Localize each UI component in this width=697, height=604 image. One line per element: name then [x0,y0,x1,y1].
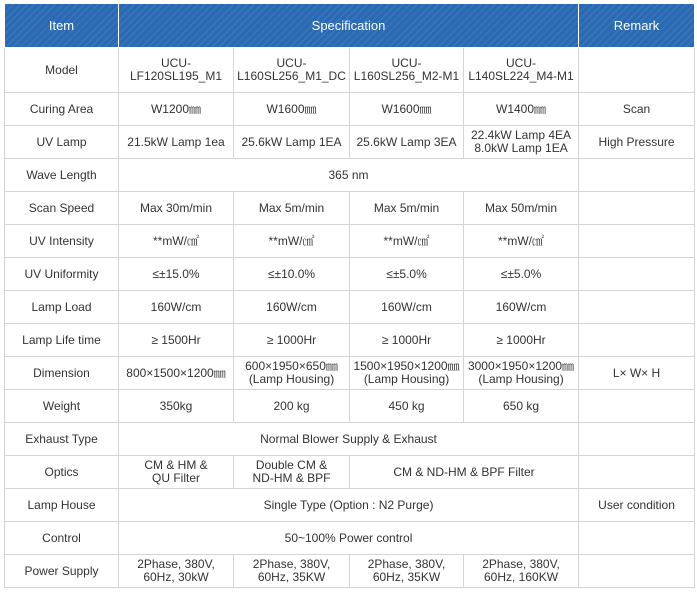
remark-cell: Scan [579,93,695,126]
row-label: Lamp Life time [5,324,119,357]
cell-line: 800×1500×1200㎜ [126,365,226,380]
spec-cell [350,258,464,291]
spec-cell [119,192,234,225]
spec-cell [350,390,464,423]
table-row [5,357,695,390]
spec-cell [119,456,234,489]
cell-line: 60Hz, 35KW [257,570,326,584]
cell-line: 2Phase, 380V, [252,557,331,571]
table-row [5,225,695,258]
spec-cell [119,126,234,159]
table-row [5,48,695,93]
spec-cell [350,357,464,390]
cell-line: 160W/cm [381,299,432,314]
cell-line: (Lamp Housing) [248,372,335,386]
cell-line: ≤±10.0% [267,266,316,281]
spec-cell [464,93,579,126]
cell-line: CM & HM & [144,458,208,472]
header-row [5,4,695,48]
spec-merged-cell [350,456,579,489]
spec-cell [234,390,350,423]
cell-line: 25.6kW Lamp 3EA [356,134,457,149]
remark-cell [579,48,695,93]
spec-cell [464,357,579,390]
spec-cell [234,456,350,489]
remark-cell: User condition [579,489,695,522]
remark-cell: High Pressure [579,126,695,159]
spec-table [4,3,695,588]
spec-cell [119,48,234,93]
cell-line: (Lamp Housing) [363,372,450,386]
cell-line: Single Type (Option : N2 Purge) [263,497,434,512]
remark-cell [579,159,695,192]
cell-line: 50~100% Power control [284,530,413,545]
cell-line: L160SL256_M1_DC [237,69,346,83]
spec-merged-cell [119,423,579,456]
cell-line: W1200㎜ [150,101,202,116]
spec-cell [119,291,234,324]
spec-cell [234,324,350,357]
cell-line: L140SL224_M4-M1 [468,69,574,83]
cell-line: 160W/cm [266,299,317,314]
remark-cell [579,291,695,324]
spec-cell [119,258,234,291]
cell-line: ≥ 1000Hr [496,332,546,347]
cell-line: UCU- [506,56,537,70]
spec-cell [350,555,464,588]
cell-line: **mW/㎠ [383,233,430,248]
cell-line: Max 5m/min [258,200,325,215]
table-row [5,291,695,324]
cell-line: UCU- [391,56,422,70]
spec-cell [234,291,350,324]
row-label: Lamp House [5,489,119,522]
cell-line: 450 kg [388,398,425,413]
table-row [5,93,695,126]
table-row [5,159,695,192]
table-row [5,456,695,489]
cell-line: Double CM & [255,458,328,472]
table-row [5,324,695,357]
spec-cell [234,357,350,390]
cell-line: W1400㎜ [496,101,547,116]
spec-cell [119,357,234,390]
cell-line: W1600㎜ [266,101,317,116]
table-row [5,126,695,159]
row-label: Weight [5,390,119,423]
cell-line: 25.6kW Lamp 1EA [241,134,342,149]
cell-line: CM & ND-HM & BPF Filter [393,464,535,479]
row-label: Power Supply [5,555,119,588]
remark-cell [579,258,695,291]
table-row [5,555,695,588]
cell-line: 1500×1950×1200㎜ [353,359,460,373]
table-row [5,489,695,522]
cell-line: 2Phase, 380V, [482,557,560,571]
spec-cell [234,258,350,291]
cell-line: 2Phase, 380V, [137,557,215,571]
spec-cell [234,93,350,126]
spec-cell [119,390,234,423]
cell-line: Max 50m/min [485,200,558,215]
cell-line: ≤±15.0% [152,266,200,281]
cell-line: 3000×1950×1200㎜ [467,359,575,373]
cell-line: ≥ 1000Hr [381,332,432,347]
row-label: Curing Area [5,93,119,126]
remark-cell [579,555,695,588]
cell-line: 21.5kW Lamp 1ea [127,134,225,149]
spec-cell [119,93,234,126]
remark-cell [579,522,695,555]
spec-cell [464,48,579,93]
spec-cell [350,126,464,159]
cell-line: 22.4kW Lamp 4EA [470,128,572,142]
table-row [5,258,695,291]
table-row [5,390,695,423]
cell-line: Normal Blower Supply & Exhaust [260,431,437,446]
spec-cell [119,225,234,258]
spec-cell [350,192,464,225]
spec-cell [464,291,579,324]
row-label: UV Lamp [5,126,119,159]
row-label: UV Uniformity [5,258,119,291]
spec-cell [464,192,579,225]
spec-cell [350,324,464,357]
table-row [5,423,695,456]
spec-cell [234,555,350,588]
row-label: Optics [5,456,119,489]
remark-cell: L× W× H [579,357,695,390]
spec-cell [464,324,579,357]
cell-line: 365 nm [328,167,369,182]
remark-cell [579,225,695,258]
cell-line: ND-HM & BPF [252,471,331,485]
spec-cell [464,126,579,159]
table-row [5,522,695,555]
spec-cell [350,93,464,126]
row-label: Lamp Load [5,291,119,324]
cell-line: **mW/㎠ [153,233,199,248]
remark-cell [579,192,695,225]
cell-line: ≤±5.0% [386,266,427,281]
remark-cell [579,423,695,456]
spec-cell [464,225,579,258]
cell-line: 60Hz, 160KW [483,570,559,584]
cell-line: 60Hz, 30kW [143,570,209,584]
cell-line: QU Filter [152,471,200,485]
spec-cell [350,291,464,324]
row-label: Model [5,48,119,93]
spec-merged-cell [119,522,579,555]
cell-line: ≥ 1000Hr [266,332,317,347]
cell-line: 160W/cm [150,299,202,314]
spec-cell [234,48,350,93]
row-label: UV Intensity [5,225,119,258]
header-remark: Remark [579,4,695,48]
spec-cell [234,192,350,225]
remark-cell [579,390,695,423]
cell-line: (Lamp Housing) [478,372,564,386]
cell-line: 2Phase, 380V, [367,557,446,571]
cell-line: **mW/㎠ [498,233,545,248]
cell-line: Max 30m/min [139,200,213,215]
spec-cell [119,555,234,588]
cell-line: UCU- [276,56,307,70]
remark-cell [579,456,695,489]
spec-cell [234,126,350,159]
row-label: Exhaust Type [5,423,119,456]
spec-cell [350,48,464,93]
spec-cell [350,225,464,258]
header-item: Item [5,4,119,48]
spec-merged-cell [119,489,579,522]
spec-cell [119,324,234,357]
cell-line: 60Hz, 35KW [372,570,441,584]
spec-cell [464,555,579,588]
cell-line: 160W/cm [495,299,547,314]
cell-line: 600×1950×650㎜ [245,359,338,373]
cell-line: 650 kg [503,398,540,413]
cell-line: L160SL256_M2-M1 [353,69,460,83]
cell-line: ≤±5.0% [500,266,542,281]
spec-merged-cell [119,159,579,192]
row-label: Dimension [5,357,119,390]
row-label: Control [5,522,119,555]
remark-cell [579,324,695,357]
row-label: Wave Length [5,159,119,192]
cell-line: UCU- [161,56,191,70]
cell-line: 350kg [159,398,193,413]
cell-line: W1600㎜ [381,101,432,116]
cell-line: ≥ 1500Hr [151,332,201,347]
cell-line: **mW/㎠ [268,233,315,248]
spec-cell [234,225,350,258]
table-row [5,192,695,225]
cell-line: Max 5m/min [373,200,440,215]
row-label: Scan Speed [5,192,119,225]
cell-line: 8.0kW Lamp 1EA [474,141,568,155]
cell-line: LF120SL195_M1 [129,69,223,83]
spec-body [5,48,695,588]
spec-cell [464,258,579,291]
header-specification: Specification [119,4,579,48]
spec-cell [464,390,579,423]
cell-line: 200 kg [273,398,310,413]
